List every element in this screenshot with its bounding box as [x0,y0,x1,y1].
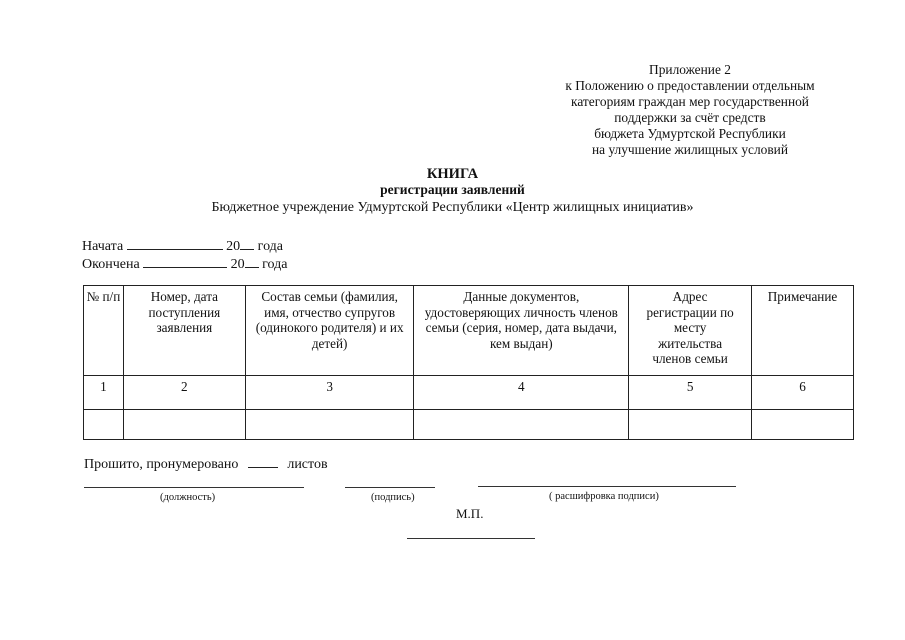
appendix-line: категориям граждан мер государственной [571,94,809,109]
decoding-line [478,486,736,487]
start-suffix: года [257,239,283,254]
end-year-blank [245,255,259,268]
decoding-caption: ( расшифровка подписи) [549,491,659,502]
position-line [84,487,304,488]
header-registration-address: Адрес регистрации по месту жительства членов семьи [629,286,752,376]
sheets-count-blank [248,455,278,468]
column-number: 2 [123,376,245,410]
end-date-blank [143,255,227,268]
document-title: КНИГА [426,166,479,182]
header-identity-documents: Данные документов, удостоверяющих личность членов семьи (серия, номер, дата выдачи, кем выдан) [414,286,629,376]
column-number: 5 [629,376,752,410]
table-cell [123,410,245,440]
register-table [83,285,854,440]
start-year-blank [240,237,254,250]
table-cell [84,410,124,440]
column-number: 3 [245,376,414,410]
end-label: Окончена [82,257,140,272]
column-number: 1 [84,376,124,410]
stitched-label: Прошито, пронумеровано [84,457,239,472]
table-header-row [84,286,854,376]
table-cell [629,410,752,440]
seal-label: М.П. [456,506,484,521]
appendix-line: на улучшение жилищных условий [591,142,788,157]
start-date-blank [127,237,223,250]
table-cell [414,410,629,440]
end-date-line [82,255,287,273]
appendix-line: поддержки за счёт средств [614,110,766,125]
stitched-line [84,455,328,473]
table-row [84,376,854,410]
position-caption: (должность) [160,492,216,503]
table-row [84,410,854,440]
sheets-label: листов [287,457,328,472]
document-subtitle: регистрации заявлений [380,182,525,197]
start-label: Начата [82,239,124,254]
seal-line [407,538,535,539]
organization-name: Бюджетное учреждение Удмуртской Республики «Центр жилищных инициатив» [211,200,694,215]
appendix-line: Приложение 2 [649,62,731,77]
signature-line [345,487,435,488]
column-number: 6 [752,376,854,410]
column-number: 4 [414,376,629,410]
appendix-block [540,62,840,158]
appendix-line: бюджета Удмуртской Республики [594,126,786,141]
start-date-line [82,237,283,255]
end-year-prefix: 20 [230,257,245,272]
header-application-date: Номер, дата поступления заявления [123,286,245,376]
start-year-prefix: 20 [226,239,241,254]
header-family-composition: Состав семьи (фамилия, имя, отчество супругов (одинокого родителя) и их детей) [245,286,414,376]
table-cell [245,410,414,440]
header-number: № п/п [84,286,124,376]
header-note: Примечание [752,286,854,376]
appendix-line: к Положению о предоставлении отдельным [565,78,815,93]
signature-caption: (подпись) [371,492,415,503]
table-cell [752,410,854,440]
end-suffix: года [262,257,288,272]
